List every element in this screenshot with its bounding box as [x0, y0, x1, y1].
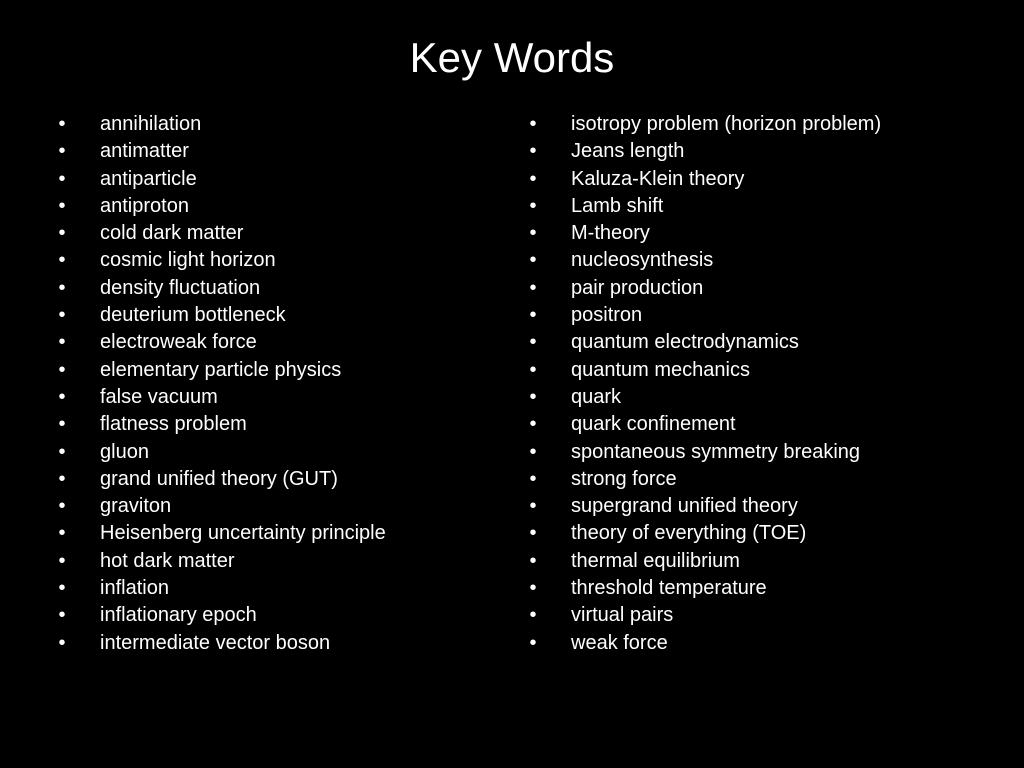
bullet-glyph: • — [529, 140, 537, 163]
bullet-icon — [529, 275, 571, 302]
bullet-glyph: • — [58, 522, 66, 545]
list-item-text: M-theory — [571, 222, 650, 245]
list-item-text: density fluctuation — [100, 276, 261, 299]
bullet-glyph: • — [58, 467, 66, 490]
list-item-text: nucleosynthesis — [571, 249, 714, 272]
bullet-glyph: • — [529, 304, 537, 327]
bullet-icon — [58, 111, 100, 138]
list-item — [529, 275, 999, 302]
list-item — [529, 193, 999, 220]
list-item — [58, 111, 488, 138]
bullet-icon — [58, 630, 100, 657]
list-item-text: strong force — [571, 467, 677, 490]
bullet-glyph: • — [58, 331, 66, 354]
list-item — [529, 138, 999, 165]
bullet-glyph: • — [529, 467, 537, 490]
bullet-glyph: • — [58, 194, 66, 217]
bullet-glyph: • — [58, 113, 66, 135]
bullet-glyph: • — [58, 358, 66, 381]
list-item-text: positron — [571, 304, 643, 327]
bullet-icon — [58, 329, 100, 356]
list-item — [529, 520, 999, 547]
list-item — [529, 111, 999, 138]
list-item-text: graviton — [100, 495, 172, 518]
list-item — [529, 411, 999, 438]
list-item-text: quantum mechanics — [571, 358, 750, 381]
bullet-glyph: • — [58, 167, 66, 190]
bullet-icon — [529, 575, 571, 602]
list-item-text: hot dark matter — [100, 549, 235, 572]
bullet-glyph: • — [58, 249, 66, 272]
bullet-glyph: • — [529, 631, 537, 654]
list-item-text: elementary particle physics — [100, 358, 342, 381]
list-item — [58, 166, 488, 193]
list-item-text: quark confinement — [571, 413, 736, 436]
bullet-icon — [529, 302, 571, 329]
list-item — [529, 329, 999, 356]
bullet-glyph: • — [529, 113, 537, 135]
bullet-icon — [529, 520, 571, 547]
list-item — [58, 302, 488, 329]
bullet-icon — [58, 575, 100, 602]
list-item — [529, 166, 999, 193]
bullet-icon — [58, 166, 100, 193]
bullet-glyph: • — [58, 495, 66, 518]
list-item — [58, 411, 488, 438]
list-item-text: spontaneous symmetry breaking — [571, 440, 861, 463]
list-item-text: intermediate vector boson — [100, 631, 331, 654]
bullet-glyph: • — [529, 249, 537, 272]
list-item — [58, 548, 488, 575]
bullet-glyph: • — [529, 358, 537, 381]
list-item — [529, 384, 999, 411]
bullet-icon — [58, 220, 100, 247]
bullet-icon — [58, 466, 100, 493]
list-item — [58, 384, 488, 411]
bullet-icon — [529, 111, 571, 138]
list-item-text: isotropy problem (horizon problem) — [571, 113, 882, 135]
bullet-glyph: • — [58, 304, 66, 327]
bullet-icon — [58, 548, 100, 575]
bullet-icon — [529, 357, 571, 384]
bullet-glyph: • — [58, 631, 66, 654]
list-item — [58, 220, 488, 247]
bullet-icon — [529, 602, 571, 629]
list-item — [58, 193, 488, 220]
bullet-glyph: • — [529, 440, 537, 463]
key-words-list-right — [529, 111, 999, 657]
bullet-glyph: • — [58, 222, 66, 245]
list-item — [58, 357, 488, 384]
bullet-icon — [58, 493, 100, 520]
bullet-glyph: • — [58, 385, 66, 408]
list-item — [529, 357, 999, 384]
list-item — [529, 439, 999, 466]
list-item — [58, 329, 488, 356]
list-item-text: quantum electrodynamics — [571, 331, 799, 354]
list-item — [529, 548, 999, 575]
list-item-text: deuterium bottleneck — [100, 304, 286, 327]
bullet-icon — [529, 411, 571, 438]
bullet-icon — [529, 166, 571, 193]
bullet-icon — [529, 247, 571, 274]
bullet-icon — [58, 411, 100, 438]
list-item — [58, 602, 488, 629]
list-item — [529, 220, 999, 247]
slide-title: Key Words — [409, 34, 615, 81]
bullet-icon — [58, 302, 100, 329]
list-item-text: annihilation — [100, 113, 202, 135]
list-item-text: antiparticle — [100, 167, 197, 190]
list-item-text: theory of everything (TOE) — [571, 522, 807, 545]
list-item-text: pair production — [571, 276, 704, 299]
bullet-glyph: • — [58, 413, 66, 436]
list-item — [529, 630, 999, 657]
bullet-glyph: • — [58, 276, 66, 299]
list-item-text: inflationary epoch — [100, 604, 257, 627]
list-item-text: grand unified theory (GUT) — [100, 467, 338, 490]
bullet-icon — [58, 520, 100, 547]
bullet-icon — [58, 247, 100, 274]
bullet-glyph: • — [58, 140, 66, 163]
bullet-icon — [58, 384, 100, 411]
bullet-glyph: • — [529, 385, 537, 408]
bullet-glyph: • — [529, 276, 537, 299]
bullet-glyph: • — [58, 440, 66, 463]
bullet-glyph: • — [529, 222, 537, 245]
bullet-glyph: • — [529, 549, 537, 572]
list-item — [58, 575, 488, 602]
list-item — [58, 630, 488, 657]
list-item — [529, 575, 999, 602]
bullet-icon — [58, 275, 100, 302]
bullet-icon — [58, 357, 100, 384]
list-item-text: antiproton — [100, 194, 189, 217]
bullet-glyph: • — [529, 604, 537, 627]
list-item — [58, 520, 488, 547]
list-item — [529, 466, 999, 493]
bullet-glyph: • — [529, 194, 537, 217]
list-item — [58, 439, 488, 466]
bullet-icon — [529, 466, 571, 493]
list-item — [529, 602, 999, 629]
bullet-glyph: • — [529, 495, 537, 518]
list-item-text: supergrand unified theory — [571, 495, 798, 518]
list-item-text: cold dark matter — [100, 222, 244, 245]
bullet-icon — [58, 439, 100, 466]
bullet-icon — [529, 384, 571, 411]
list-item-text: false vacuum — [100, 385, 218, 408]
bullet-glyph: • — [58, 577, 66, 600]
list-item — [529, 247, 999, 274]
list-item-text: quark — [571, 385, 622, 408]
bullet-icon — [529, 329, 571, 356]
bullet-glyph: • — [58, 604, 66, 627]
list-item — [529, 493, 999, 520]
list-item — [529, 302, 999, 329]
bullet-icon — [58, 602, 100, 629]
bullet-icon — [529, 138, 571, 165]
list-item-text: inflation — [100, 577, 169, 600]
bullet-glyph: • — [529, 331, 537, 354]
list-item-text: flatness problem — [100, 413, 247, 436]
bullet-icon — [529, 630, 571, 657]
list-item-text: thermal equilibrium — [571, 549, 740, 572]
list-item — [58, 493, 488, 520]
list-item — [58, 138, 488, 165]
bullet-glyph: • — [529, 522, 537, 545]
list-item-text: Jeans length — [571, 140, 685, 163]
list-item-text: Heisenberg uncertainty principle — [100, 522, 386, 545]
key-words-list-left — [58, 111, 488, 657]
bullet-icon — [529, 193, 571, 220]
bullet-icon — [58, 193, 100, 220]
list-item-text: Kaluza-Klein theory — [571, 167, 745, 190]
list-item-text: weak force — [571, 631, 668, 654]
bullet-glyph: • — [529, 413, 537, 436]
bullet-glyph: • — [529, 167, 537, 190]
list-item — [58, 466, 488, 493]
list-item-text: electroweak force — [100, 331, 257, 354]
list-item-text: cosmic light horizon — [100, 249, 276, 272]
bullet-icon — [529, 220, 571, 247]
list-item-text: Lamb shift — [571, 194, 664, 217]
list-item — [58, 247, 488, 274]
bullet-glyph: • — [529, 577, 537, 600]
list-item — [58, 275, 488, 302]
bullet-icon — [529, 548, 571, 575]
list-item-text: antimatter — [100, 140, 189, 163]
bullet-icon — [529, 493, 571, 520]
list-item-text: threshold temperature — [571, 577, 767, 600]
bullet-glyph: • — [58, 549, 66, 572]
bullet-icon — [58, 138, 100, 165]
list-item-text: virtual pairs — [571, 604, 674, 627]
list-item-text: gluon — [100, 440, 149, 463]
bullet-icon — [529, 439, 571, 466]
